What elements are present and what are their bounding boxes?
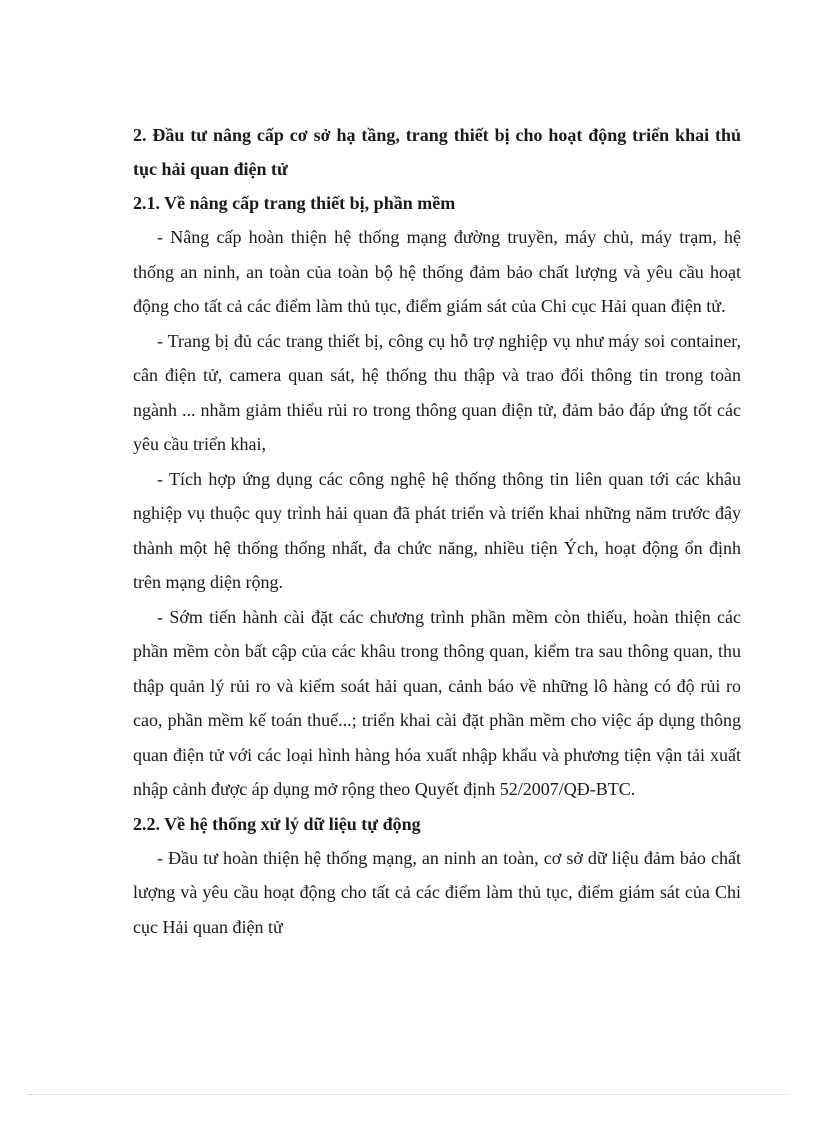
paragraph-integration: - Tích hợp ứng dụng các công nghệ hệ thống thông tin liên quan tới các khâu nghiệp vụ thuộc quy trình hải quan đã phát triển và triển khai những năm trước đây thành một hệ thống thống nhất, đa chức năng, nhiều tiện Ých, hoạt động ổn định trên mạng diện rộng. [133,468,741,592]
section-2-1-heading: 2.1. Về nâng cấp trang thiết bị, phần mềm [133,193,456,213]
paragraph-software: - Sớm tiến hành cài đặt các chương trình phần mềm còn thiếu, hoàn thiện các phần mềm còn bất cập của các khâu trong thông quan, kiểm tra sau thông quan, thu thập quản lý rủi ro và kiểm soát hải quan, cảnh báo về những lô hàng có độ rủi ro cao, phần mềm kế toán thuế...; triển khai cài đặt phần mềm cho việc áp dụng thông quan điện tử với các loại hình hàng hóa xuất nhập khẩu và phương tiện vận tải xuất nhập cảnh được áp dụng mở rộng theo Quyết định 52/2007/QĐ-BTC. [133,606,741,799]
paragraph-network-upgrade: - Nâng cấp hoàn thiện hệ thống mạng đường truyền, máy chủ, máy trạm, hệ thống an ninh, an toàn của toàn bộ hệ thống đảm bảo chất lượng và yêu cầu hoạt động cho tất cả các điểm làm thủ tục, điểm giám sát của Chi cục Hải quan điện tử. [133,227,741,316]
section-2-heading: 2. Đầu tư nâng cấp cơ sở hạ tầng, trang thiết bị cho hoạt động triển khai thủ tục hải quan điện tử [133,125,741,179]
paragraph-equipment: - Trang bị đủ các trang thiết bị, công cụ hỗ trợ nghiệp vụ như máy soi container, cân điện tử, camera quan sát, hệ thống thu thập và trao đổi thông tin trong toàn ngành ... nhằm giảm thiểu rủi ro trong thông quan điện tử, đảm bảo đáp ứng tốt các yêu cầu triển khai, [133,330,741,454]
document-page [133,118,741,944]
section-2-2-heading: 2.2. Về hệ thống xử lý dữ liệu tự động [133,813,421,834]
paragraph-data-processing: - Đầu tư hoàn thiện hệ thống mạng, an ninh an toàn, cơ sở dữ liệu đảm bảo chất lượng và yêu cầu hoạt động cho tất cả các điểm làm thủ tục, điểm giám sát của Chi cục Hải quan điện tử [133,847,741,937]
page-footer-divider [28,1094,788,1095]
